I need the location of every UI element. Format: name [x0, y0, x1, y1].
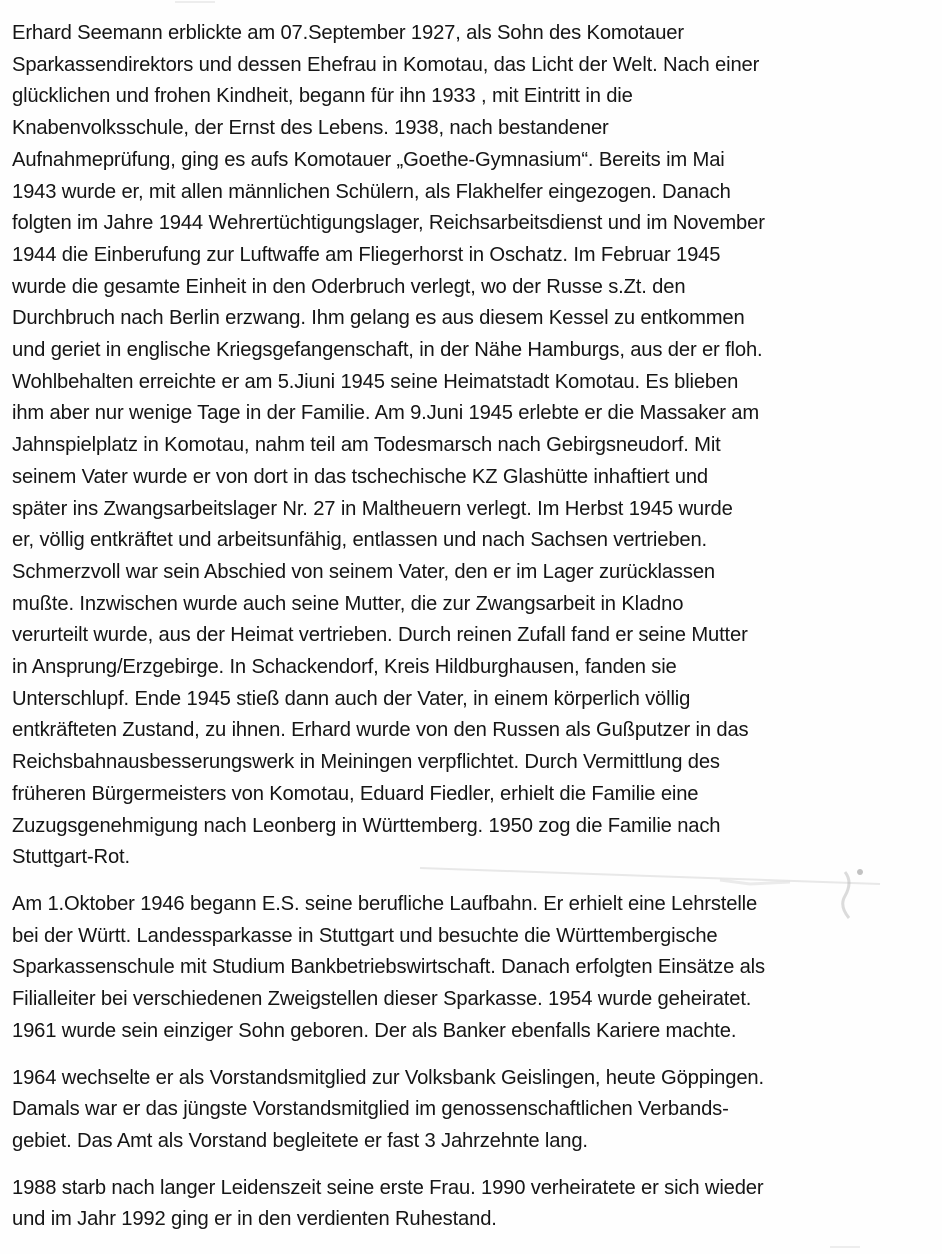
text-line: Durchbruch nach Berlin erzwang. Ihm gelang es aus diesem Kessel zu entkommen: [12, 307, 745, 330]
text-line: Am 1.Oktober 1946 begann E.S. seine berufliche Laufbahn. Er erhielt eine Lehrstelle: [12, 892, 758, 915]
text-line: folgten im Jahre 1944 Wehrertüchtigungslager, Reichsarbeitsdienst und im November: [12, 212, 765, 235]
paragraph-1: [12, 18, 922, 874]
text-line: Reichsbahnausbesserungswerk in Meiningen verpflichtet. Durch Vermittlung des: [12, 751, 720, 774]
text-line: Sparkassendirektors und dessen Ehefrau in Komotau, das Licht der Welt. Nach einer: [12, 53, 760, 76]
text-line: verurteilt wurde, aus der Heimat vertrieben. Durch reinen Zufall fand er seine Mutter: [12, 624, 748, 647]
text-line: glücklichen und frohen Kindheit, begann für ihn 1933 , mit Eintritt in die: [12, 85, 633, 108]
text-line: bei der Württ. Landessparkasse in Stuttgart und besuchte die Württembergische: [12, 924, 718, 947]
text-line: Wohlbehalten erreichte er am 5.Jiuni 1945 seine Heimatstadt Komotau. Es blieben: [12, 370, 739, 393]
text-line: 1964 wechselte er als Vorstandsmitglied zur Volksbank Geislingen, heute Göppingen.: [12, 1066, 764, 1089]
text-line: entkräfteten Zustand, zu ihnen. Erhard wurde von den Russen als Gußputzer in das: [12, 719, 749, 742]
text-line: Knabenvolksschule, der Ernst des Lebens. 1938, nach bestandener: [12, 117, 609, 140]
document-body: [12, 18, 922, 1236]
text-line: Aufnahmeprüfung, ging es aufs Komotauer „Goethe-Gymnasium“. Bereits im Mai: [12, 148, 725, 171]
text-line: 1944 die Einberufung zur Luftwaffe am Fliegerhorst in Oschatz. Im Februar 1945: [12, 243, 721, 266]
text-line: wurde die gesamte Einheit in den Oderbruch verlegt, wo der Russe s.Zt. den: [12, 275, 686, 298]
paragraph-2: [12, 889, 922, 1048]
text-line: 1943 wurde er, mit allen männlichen Schülern, als Flakhelfer eingezogen. Danach: [12, 180, 731, 203]
text-line: und geriet in englische Kriegsgefangenschaft, in der Nähe Hamburgs, aus der er floh.: [12, 339, 763, 362]
text-line: seinem Vater wurde er von dort in das tschechische KZ Glashütte inhaftiert und: [12, 465, 708, 488]
paragraph-3: [12, 1063, 922, 1158]
paragraph-4: [12, 1173, 922, 1236]
text-line: gebiet. Das Amt als Vorstand begleitete er fast 3 Jahrzehnte lang.: [12, 1129, 588, 1152]
text-line: Schmerzvoll war sein Abschied von seinem Vater, den er im Lager zurücklassen: [12, 560, 715, 583]
text-line: Erhard Seemann erblickte am 07.September 1927, als Sohn des Komotauer: [12, 22, 684, 44]
text-line: Stuttgart-Rot.: [12, 846, 130, 869]
text-line: in Ansprung/Erzgebirge. In Schackendorf, Kreis Hildburghausen, fanden sie: [12, 656, 677, 679]
text-line: später ins Zwangsarbeitslager Nr. 27 in Maltheuern verlegt. Im Herbst 1945 wurde: [12, 497, 733, 520]
text-line: ihm aber nur wenige Tage in der Familie. Am 9.Juni 1945 erlebte er die Massaker am: [12, 402, 759, 425]
text-line: er, völlig entkräftet und arbeitsunfähig, entlassen und nach Sachsen vertrieben.: [12, 529, 708, 552]
text-line: Damals war er das jüngste Vorstandsmitglied im genossenschaftlichen Verbands-: [12, 1098, 729, 1121]
text-line: Jahnspielplatz in Komotau, nahm teil am Todesmarsch nach Gebirgsneudorf. Mit: [12, 434, 721, 457]
text-line: Zuzugsgenehmigung nach Leonberg in Württemberg. 1950 zog die Familie nach: [12, 814, 721, 837]
text-line: mußte. Inzwischen wurde auch seine Mutter, die zur Zwangsarbeit in Kladno: [12, 592, 684, 615]
text-line: Unterschlupf. Ende 1945 stieß dann auch der Vater, in einem körperlich völlig: [12, 687, 691, 710]
text-line: 1961 wurde sein einziger Sohn geboren. Der als Banker ebenfalls Kariere machte.: [12, 1019, 737, 1042]
text-line: 1988 starb nach langer Leidenszeit seine erste Frau. 1990 verheiratete er sich wieder: [12, 1176, 764, 1199]
text-line: Sparkassenschule mit Studium Bankbetriebswirtschaft. Danach erfolgten Einsätze als: [12, 956, 765, 979]
text-line: früheren Bürgermeisters von Komotau, Eduard Fiedler, erhielt die Familie eine: [12, 782, 699, 805]
text-line: und im Jahr 1992 ging er in den verdienten Ruhestand.: [12, 1208, 497, 1231]
text-line: Filialleiter bei verschiedenen Zweigstellen dieser Sparkasse. 1954 wurde geheiratet.: [12, 988, 752, 1011]
